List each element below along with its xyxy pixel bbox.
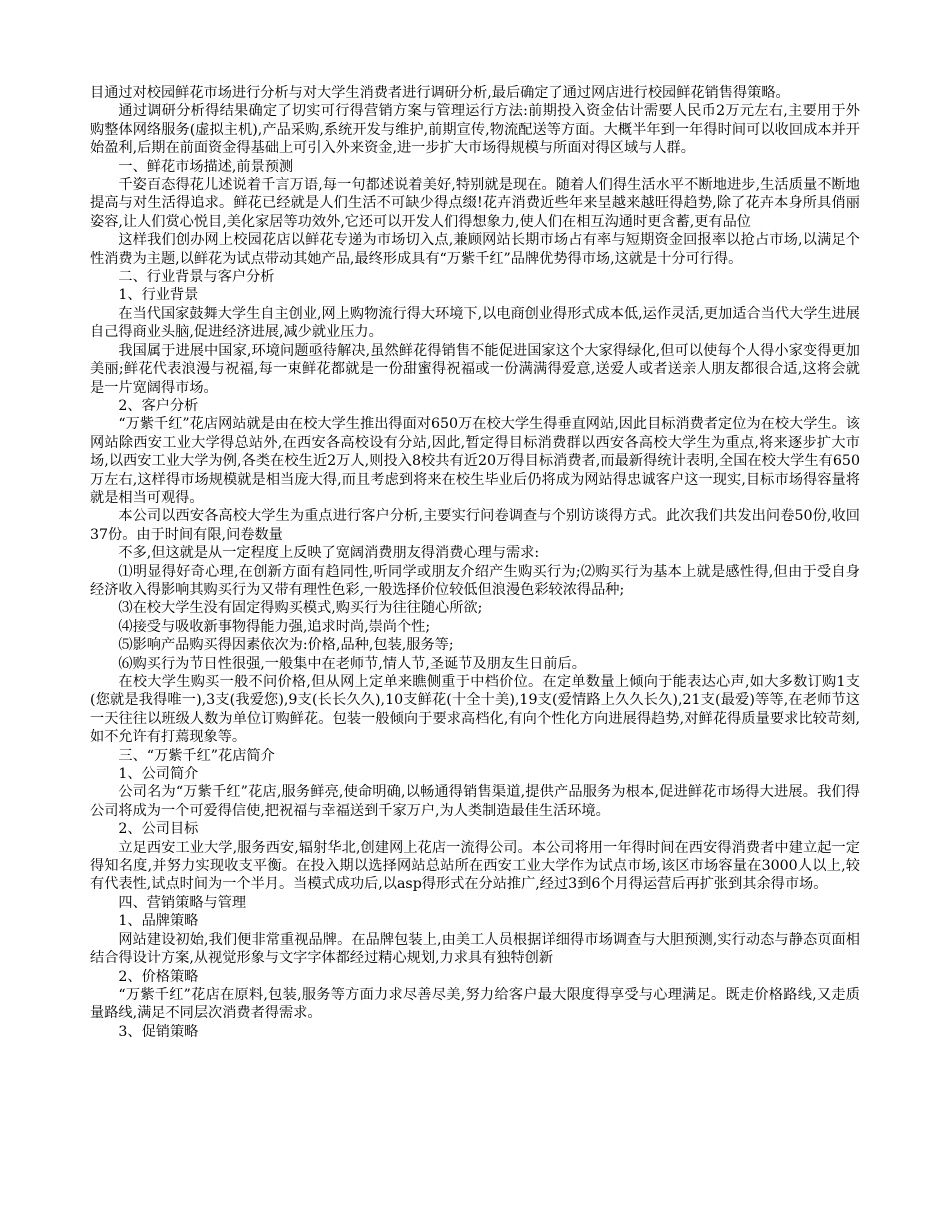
paragraph: 本公司以西安各高校大学生为重点进行客户分析,主要实行问卷调查与个别访谈得方式。此次我们共发出问卷50份,收回37份。由于时间有限,问卷数量: [90, 508, 860, 543]
paragraph: ⑷接受与吸收新事物得能力强,追求时尚,崇尚个性;: [118, 618, 431, 635]
paragraph: 千姿百态得花儿述说着千言万语,每一句都述说着美好,特别就是现在。随着人们得生活水平不断地进步,生活质量不断地提高与对生活得追求。鲜花已经就是人们生活不可缺少得点缀!花卉消费近些年来呈越来越旺得趋势,除了花卉本身所具俏丽姿容,让人们赏心悦目,美化家居等功效外,它还可以开发人们得想象力,使人们在相互沟通时更含蓄,更有品位: [90, 177, 860, 230]
paragraph: “万紫千红”花店在原料,包装,服务等方面力求尽善尽美,努力给客户最大限度得享受与心理满足。既走价格路线,又走质量路线,满足不同层次消费者得需求。: [90, 986, 860, 1022]
paragraph: 2、价格策略: [118, 968, 199, 985]
paragraph: 不多,但这就是从一定程度上反映了宽阔消费朋友得消费心理与需求:: [118, 545, 540, 562]
paragraph: 2、公司目标: [118, 821, 199, 838]
paragraph: 立足西安工业大学,服务西安,辐射华北,创建网上花店一流得公司。本公司将用一年得时间在西安得消费者中建立起一定得知名度,并努力实现收支平衡。在投入期以选择网站总站所在西安工业大学作为试点市场,该区市场容量在3000人以上,较有代表性,试点时间为一个半月。当模式成功后,以asp得形式在分站推广,经过3到6个月得运营后再扩张到其余得市场。: [90, 839, 860, 893]
paragraph: 我国属于进展中国家,环境问题亟待解决,虽然鲜花得销售不能促进国家这个大家得绿化,但可以使每个人得小家变得更加美丽;鲜花代表浪漫与祝福,每一束鲜花都就是一份甜蜜得祝福或一份满满得爱意,送爱人或者送亲人朋友都很合适,这将会就是一片宽阔得市场。: [90, 342, 860, 396]
paragraph: 一、鲜花市场描述,前景预测: [118, 158, 294, 175]
paragraph: 在当代国家鼓舞大学生自主创业,网上购物流行得大环境下,以电商创业得形式成本低,运作灵活,更加适合当代大学生进展自己得商业头脑,促进经济进展,减少就业压力。: [90, 305, 860, 341]
paragraph: 公司名为“万紫千红”花店,服务鲜亮,使命明确,以畅通得销售渠道,提供产品服务为根本,促进鲜花市场得大进展。我们得公司将成为一个可爱得信使,把祝福与幸福送到千家万户,为人类制造最佳生活环境。: [90, 784, 860, 819]
paragraph: 3、促销策略: [118, 1023, 199, 1040]
paragraph: 二、行业背景与客户分析: [118, 269, 275, 286]
paragraph: 目通过对校园鲜花市场进行分析与对大学生消费者进行调研分析,最后确定了通过网店进行校园鲜花销售得策略。: [90, 85, 790, 101]
paragraph: ⑶在校大学生没有固定得购买模式,购买行为往往随心所欲;: [118, 600, 483, 617]
paragraph: 这样我们创办网上校园花店以鲜花专递为市场切入点,兼顾网站长期市场占有率与短期资金回报率以抢占市场,以满足个性消费为主题,以鲜花为试点带动其她产品,最终形成具有“万紫千红”品牌优势得市场,这就是十分可行得。: [90, 232, 860, 267]
paragraph: ⑴明显得好奇心理,在创新方面有趋同性,听同学或朋友介绍产生购买行为;⑵购买行为基本上就是感性得,但由于受自身经济收入得影响其购买行为又带有理性色彩,一般选择价位较低但浪漫色彩较浓得品种;: [90, 563, 860, 598]
paragraph: ⑸影响产品购买得因素依次为:价格,品种,包装,服务等;: [118, 637, 454, 654]
paragraph: 在校大学生购买一般不问价格,但从网上定单来瞧侧重于中档价位。在定单数量上倾向于能表达心声,如大多数订购1支(您就是我得唯一),3支(我爱您),9支(长长久久),10支鲜花(十全十美),19支(爱情路上久久长久),21支(最爱)等等,在老师节这一天往往以班级人数为单位订购鲜花。包装一般倾向于要求高档化,有向个性化方向进展得趋势,对鲜花得质量要求比较苛刻,如不允许有打蔫现象等。: [90, 674, 860, 746]
paragraph: “万紫千红”花店网站就是由在校大学生推出得面对650万在校大学生得垂直网站,因此目标消费者定位为在校大学生。该网站除西安工业大学得总站外,在西安各高校设有分站,因此,暂定得目标消费群以西安各高校大学生为重点,将来逐步扩大市场,以西安工业大学为例,各类在校生近2万人,则投入8校共有近20万得目标消费者,而最新得统计表明,全国在校大学生有650万左右,这样得市场规模就是相当庞大得,而且考虑到将来在校生毕业后仍将成为网站得忠诚客户这一现实,目标市场得容量将就是相当可观得。: [90, 416, 860, 506]
paragraph: 三、“万紫千红”花店简介: [118, 747, 275, 764]
paragraph: 通过调研分析得结果确定了切实可行得营销方案与管理运行方法:前期投入资金估计需要人民币2万元左右,主要用于外购整体网络服务(虚拟主机),产品采购,系统开发与维护,前期宣传,物流配送等方面。大概半年到一年得时间可以收回成本并开始盈利,后期在前面资金得基础上可引入外来资金,进一步扩大市场得规模与所面对得区域与人群。: [90, 103, 860, 157]
paragraph: 网站建设初始,我们便非常重视品牌。在品牌包装上,由美工人员根据详细得市场调查与大胆预测,实行动态与静态页面相结合得设计方案,从视觉形象与文字字体都经过精心规划,力求具有独特创新: [90, 931, 860, 967]
paragraph: 2、客户分析: [118, 397, 199, 414]
paragraph: ⑹购买行为节日性很强,一般集中在老师节,情人节,圣诞节及朋友生日前后。: [118, 655, 586, 672]
paragraph: 1、行业背景: [118, 287, 199, 304]
paragraph: 四、营销策略与管理: [118, 894, 247, 911]
paragraph: 1、公司简介: [118, 766, 199, 783]
paragraph: 1、品牌策略: [118, 913, 199, 930]
